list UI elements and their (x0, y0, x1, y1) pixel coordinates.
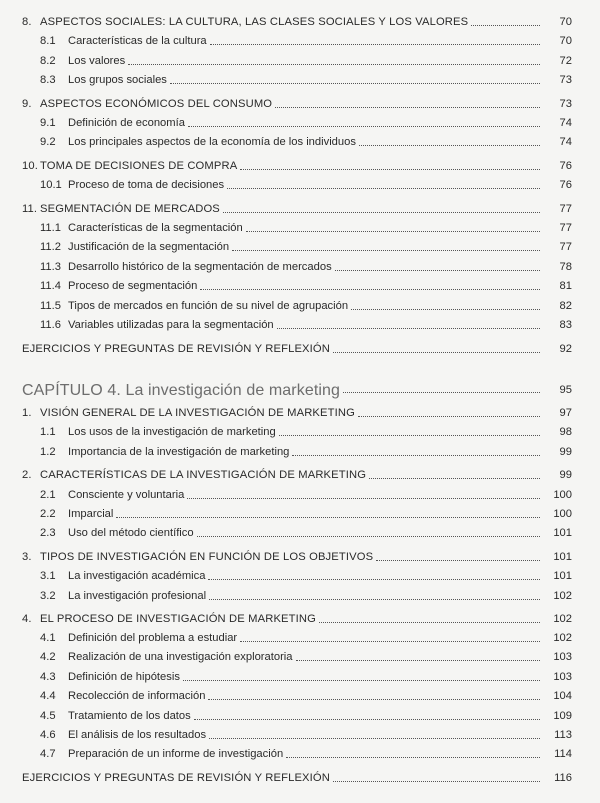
toc-entry-page-number: 102 (553, 632, 572, 644)
toc-entry (0, 567, 572, 583)
toc-entry-page-number: 73 (559, 98, 572, 110)
toc-entry-title: Importancia de la investigación de marketing (68, 446, 290, 458)
toc-entry-page-number: 102 (553, 590, 572, 602)
dot-leader (200, 289, 540, 290)
dot-leader (319, 622, 540, 623)
toc-entry (0, 52, 572, 68)
toc-entry-page-number: 78 (559, 261, 572, 273)
toc-entry-number: 11.1 (40, 222, 61, 234)
dot-leader (286, 757, 540, 758)
dot-leader (227, 188, 540, 189)
toc-entry-page-number: 101 (553, 570, 572, 582)
toc-entry (0, 297, 572, 313)
dot-leader (240, 641, 540, 642)
toc-entry-number: 11.3 (40, 261, 61, 273)
toc-entry-title: TIPOS DE INVESTIGACIÓN EN FUNCIÓN DE LOS OBJETIVOS (40, 551, 374, 563)
toc-entry-title: Consciente y voluntaria (68, 489, 185, 501)
toc-entry-title: Justificación de la segmentación (68, 241, 230, 253)
toc-entry-page-number: 104 (553, 690, 572, 702)
dot-leader (128, 64, 540, 65)
toc-entry-page-number: 99 (559, 469, 572, 481)
toc-entry-number: 2.1 (40, 489, 56, 501)
dot-leader (188, 126, 540, 127)
dot-leader (335, 270, 540, 271)
toc-entry-title: Definición de economía (68, 117, 185, 129)
toc-entry-title: La investigación profesional (68, 590, 207, 602)
dot-leader (359, 145, 540, 146)
toc-entry (0, 316, 572, 332)
toc-entry-title: Imparcial (68, 508, 114, 520)
toc-entry-title: Definición del problema a estudiar (68, 632, 238, 644)
toc-entry-number: 1. (22, 407, 32, 419)
toc-entry-title: EJERCICIOS Y PREGUNTAS DE REVISIÓN Y REFLEXIÓN (22, 772, 331, 784)
dot-leader (208, 579, 540, 580)
toc-entry-title: Uso del método científico (68, 527, 194, 539)
toc-entry (0, 340, 572, 356)
toc-entry-page-number: 99 (559, 446, 572, 458)
toc-entry-number: 4.7 (40, 748, 56, 760)
toc-entry-number: 3.1 (40, 570, 56, 582)
toc-entry-title: SEGMENTACIÓN DE MERCADOS (40, 203, 220, 215)
dot-leader (376, 560, 540, 561)
toc-entry-title: Tipos de mercados en función de su nivel de agrupación (68, 300, 349, 312)
dot-leader (292, 455, 540, 456)
toc-entry-number: 1.2 (40, 446, 56, 458)
dot-leader (194, 719, 540, 720)
toc-entry (0, 726, 572, 742)
dot-leader (358, 416, 540, 417)
toc-entry-number: 4. (22, 613, 32, 625)
toc-entry-page-number: 100 (553, 489, 572, 501)
toc-entry-number: 3. (22, 551, 32, 563)
toc-entry-title: Tratamiento de los datos (68, 710, 191, 722)
toc-entry-number: 9.1 (40, 117, 56, 129)
toc-entry-number: 8.2 (40, 55, 56, 67)
toc-entry (0, 668, 572, 684)
toc-entry-page-number: 74 (559, 136, 572, 148)
toc-entry-number: 8. (22, 16, 32, 28)
dot-leader (209, 599, 540, 600)
toc-entry (0, 629, 572, 645)
toc-entry-page-number: 77 (559, 203, 572, 215)
dot-leader (471, 25, 540, 26)
toc-entry (0, 687, 572, 703)
toc-entry-page-number: 73 (559, 74, 572, 86)
toc-entry-number: 9.2 (40, 136, 56, 148)
toc-entry (0, 71, 572, 87)
toc-entry-number: 8.1 (40, 35, 56, 47)
dot-leader (296, 660, 540, 661)
chapter-heading (0, 377, 572, 397)
dot-leader (183, 680, 540, 681)
toc-entry-page-number: 102 (553, 613, 572, 625)
toc-entry-title: Los principales aspectos de la economía de los individuos (68, 136, 356, 148)
toc-entry-number: 9. (22, 98, 32, 110)
toc-entry-title: Características de la cultura (68, 35, 207, 47)
toc-entry-title: VISIÓN GENERAL DE LA INVESTIGACIÓN DE MARKETING (40, 407, 355, 419)
dot-leader (223, 212, 540, 213)
toc-entry-title: Realización de una investigación exploratoria (68, 651, 293, 663)
toc-entry (0, 505, 572, 521)
toc-entry-page-number: 76 (559, 160, 572, 172)
toc-entry (0, 466, 572, 482)
toc-entry (0, 648, 572, 664)
toc-entry-title: La investigación académica (68, 570, 206, 582)
toc-entry (0, 486, 572, 502)
toc-entry-number: 2. (22, 469, 32, 481)
dot-leader (232, 250, 540, 251)
toc-entry (0, 238, 572, 254)
toc-entry-title: Los valores (68, 55, 126, 67)
toc-entry-number: 2.3 (40, 527, 56, 539)
dot-leader (208, 699, 540, 700)
toc-entry (0, 587, 572, 603)
toc-entry (0, 404, 572, 420)
toc-entry-page-number: 97 (559, 407, 572, 419)
dot-leader (351, 309, 540, 310)
dot-leader (240, 169, 540, 170)
toc-entry-page-number: 103 (553, 671, 572, 683)
toc-entry-number: 4.1 (40, 632, 56, 644)
dot-leader (333, 781, 540, 782)
toc-entry-number: 10.1 (40, 179, 62, 191)
toc-entry-title: Definición de hipótesis (68, 671, 180, 683)
toc-entry-page-number: 98 (559, 426, 572, 438)
toc-entry-number: 4.3 (40, 671, 56, 683)
toc-entry-page-number: 100 (553, 508, 572, 520)
toc-entry (0, 277, 572, 293)
toc-entry-title: Recolección de información (68, 690, 206, 702)
dot-leader (279, 435, 540, 436)
toc-entry-page-number: 77 (559, 241, 572, 253)
dot-leader (210, 44, 540, 45)
toc-entry-number: 4.6 (40, 729, 56, 741)
toc-entry-page-number: 92 (559, 343, 572, 355)
toc-entry (0, 258, 572, 274)
toc-entry (0, 745, 572, 761)
toc-entry (0, 95, 572, 111)
toc-entry-title: Proceso de segmentación (68, 280, 198, 292)
toc-entry-title: Variables utilizadas para la segmentación (68, 319, 274, 331)
toc-entry-page-number: 72 (559, 55, 572, 67)
toc-entry-number: 10. (22, 160, 39, 172)
toc-entry (0, 443, 572, 459)
toc-entry (0, 133, 572, 149)
toc-entry (0, 524, 572, 540)
dot-leader (343, 392, 540, 393)
toc-entry-title: Características de la segmentación (68, 222, 243, 234)
toc-entry-number: 11.4 (40, 280, 61, 292)
toc-entry-title: Proceso de toma de decisiones (68, 179, 225, 191)
dot-leader (170, 83, 540, 84)
toc-entry-number: 1.1 (40, 426, 56, 438)
dot-leader (246, 231, 540, 232)
toc-entry-page-number: 81 (559, 280, 572, 292)
toc-entry (0, 32, 572, 48)
toc-entry-page-number: 113 (554, 729, 572, 741)
toc-entry-page-number: 114 (554, 748, 572, 760)
dot-leader (369, 478, 540, 479)
toc-entry (0, 114, 572, 130)
toc-entry-number: 11.2 (40, 241, 61, 253)
toc-entry-page-number: 74 (559, 117, 572, 129)
toc-entry-page-number: 70 (559, 35, 572, 47)
toc-entry-title: CARACTERÍSTICAS DE LA INVESTIGACIÓN DE MARKETING (40, 469, 367, 481)
toc-entry-page-number: 109 (553, 710, 572, 722)
toc-entry (0, 219, 572, 235)
toc-entry-number: 2.2 (40, 508, 56, 520)
toc-entry-page-number: 82 (559, 300, 572, 312)
toc-entry-page-number: 116 (554, 772, 572, 784)
toc-entry-number: 4.4 (40, 690, 56, 702)
toc-entry-number: 3.2 (40, 590, 56, 602)
toc-entry-title: EL PROCESO DE INVESTIGACIÓN DE MARKETING (40, 613, 316, 625)
toc-entry (0, 769, 572, 785)
toc-entry (0, 548, 572, 564)
toc-entry-page-number: 76 (559, 179, 572, 191)
toc-entry-title: ASPECTOS ECONÓMICOS DEL CONSUMO (40, 98, 273, 110)
toc-entry-number: 11. (22, 203, 38, 215)
toc-entry (0, 13, 572, 29)
toc-entry (0, 423, 572, 439)
dot-leader (116, 517, 540, 518)
dot-leader (209, 738, 540, 739)
dot-leader (187, 498, 540, 499)
toc-entry-page-number: 77 (559, 222, 572, 234)
toc-entry-page-number: 101 (553, 551, 572, 563)
toc-entry-title: Los grupos sociales (68, 74, 167, 86)
toc-entry-number: 11.5 (40, 300, 61, 312)
toc-entry (0, 707, 572, 723)
toc-entry (0, 200, 572, 216)
toc-entry-title: Preparación de un informe de investigación (68, 748, 284, 760)
toc-entry-title: Desarrollo histórico de la segmentación de mercados (68, 261, 332, 273)
toc-entry-page-number: 95 (559, 384, 572, 396)
toc-entry-page-number: 83 (559, 319, 572, 331)
toc-entry-title: TOMA DE DECISIONES DE COMPRA (40, 160, 238, 172)
toc-entry-title: ASPECTOS SOCIALES: LA CULTURA, LAS CLASES SOCIALES Y LOS VALORES (40, 16, 469, 28)
toc-entry-page-number: 103 (553, 651, 572, 663)
toc-entry-number: 4.2 (40, 651, 56, 663)
dot-leader (333, 352, 540, 353)
toc-entry (0, 176, 572, 192)
toc-entry-page-number: 70 (559, 16, 572, 28)
toc-entry-number: 11.6 (40, 319, 61, 331)
dot-leader (277, 328, 540, 329)
dot-leader (275, 107, 540, 108)
toc-entry (0, 610, 572, 626)
toc-entry-page-number: 101 (553, 527, 572, 539)
chapter-title: CAPÍTULO 4. La investigación de marketing (22, 382, 341, 399)
toc-entry-title: EJERCICIOS Y PREGUNTAS DE REVISIÓN Y REFLEXIÓN (22, 343, 331, 355)
toc-entry-title: El análisis de los resultados (68, 729, 207, 741)
toc-entry-title: Los usos de la investigación de marketing (68, 426, 276, 438)
toc-entry-number: 4.5 (40, 710, 56, 722)
toc-entry (0, 157, 572, 173)
dot-leader (197, 536, 540, 537)
toc-entry-number: 8.3 (40, 74, 56, 86)
